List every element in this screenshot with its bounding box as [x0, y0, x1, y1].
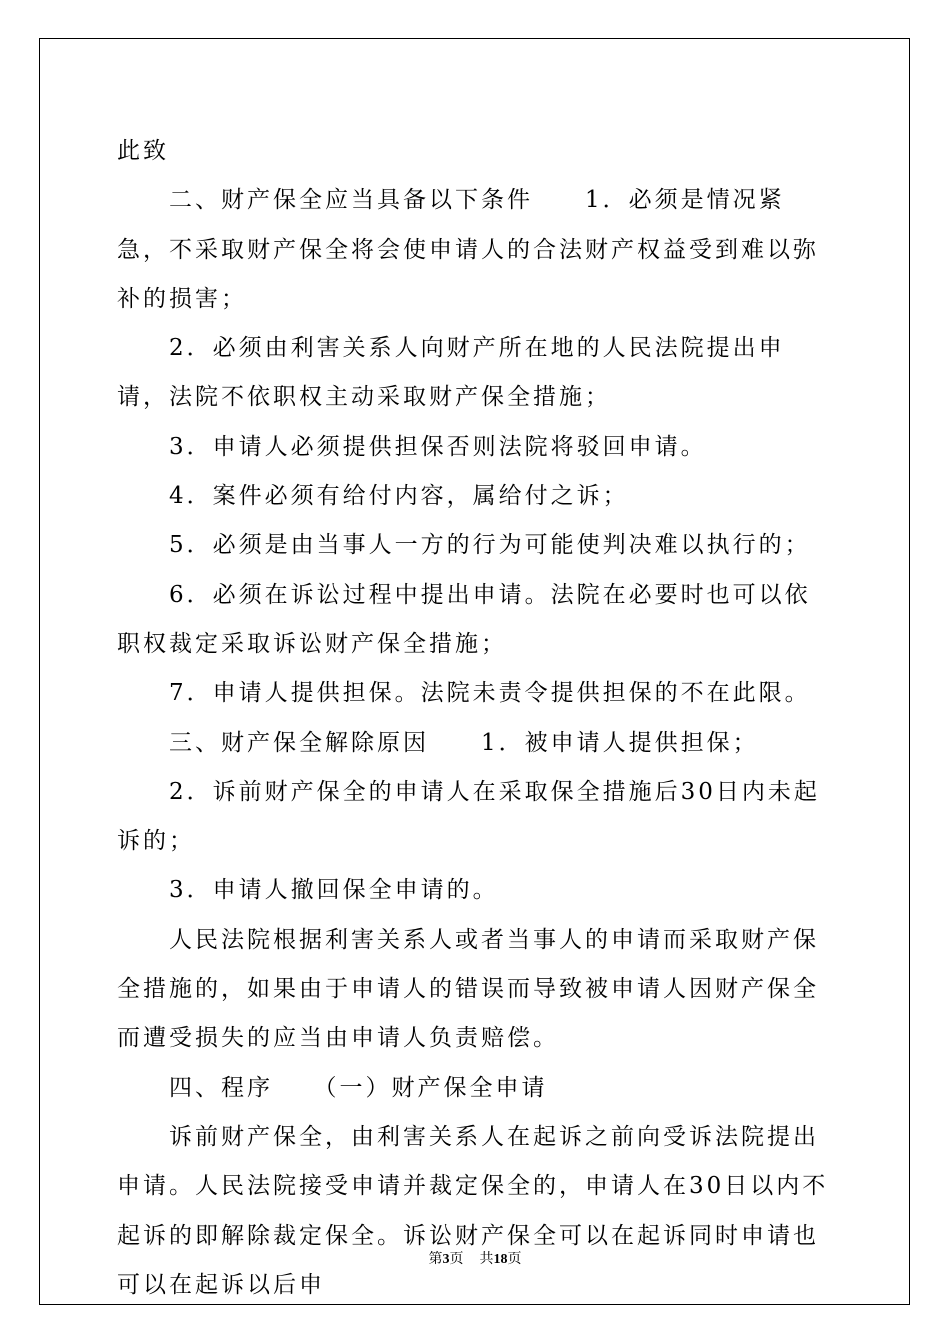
paragraph-section-3-release: 三、财产保全解除原因 1．被申请人提供担保；: [169, 729, 759, 756]
paragraph-section-2-conditions: 二、财产保全应当具备以下条件 1．必须是情况紧急，不采取财产保全将会使申请人的合法财产权益受到难以弥补的损害；: [117, 187, 819, 312]
paragraph-section-4-procedure: 四、程序 （一）财产保全申请: [169, 1074, 548, 1101]
paragraph-condition-7: 7．申请人提供担保。法院未责令提供担保的不在此限。: [169, 680, 811, 707]
paragraph-condition-2: 2．必须由利害关系人向财产所在地的人民法院提出申请，法院不依职权主动采取财产保全措施；: [117, 335, 785, 411]
total-prefix: 共: [479, 1252, 494, 1267]
page-footer: [0, 1248, 950, 1268]
paragraph-pre-litigation: 诉前财产保全，由利害关系人在起诉之前向受诉法院提出申请。人民法院接受申请并裁定保全的，申请人在30日以内不起诉的即解除裁定保全。诉讼财产保全可以在起诉同时申请也可以在起诉以后申: [117, 1123, 829, 1298]
paragraph-release-3: 3．申请人撤回保全申请的。: [169, 877, 499, 904]
page-suffix: 页: [449, 1252, 464, 1267]
paragraph-salutation: 此致: [117, 138, 169, 164]
paragraph-condition-5: 5．必须是由当事人一方的行为可能使判决难以执行的；: [169, 532, 811, 559]
document-body: [117, 127, 832, 1310]
page-current: 3: [442, 1252, 450, 1267]
page-total: 18: [493, 1252, 508, 1267]
paragraph-condition-4: 4．案件必须有给付内容，属给付之诉；: [169, 483, 629, 510]
paragraph-condition-3: 3．申请人必须提供担保否则法院将驳回申请。: [169, 433, 707, 460]
paragraph-release-2: 2．诉前财产保全的申请人在采取保全措施后30日内未起诉的；: [117, 778, 820, 855]
paragraph-compensation: 人民法院根据利害关系人或者当事人的申请而采取财产保全措施的，如果由于申请人的错误而导致被申请人因财产保全而遭受损失的应当由申请人负责赔偿。: [117, 926, 819, 1052]
paragraph-condition-6: 6．必须在诉讼过程中提出申请。法院在必要时也可以依职权裁定采取诉讼财产保全措施；: [117, 581, 811, 657]
page-prefix: 第: [428, 1252, 443, 1267]
total-suffix: 页: [507, 1252, 522, 1267]
